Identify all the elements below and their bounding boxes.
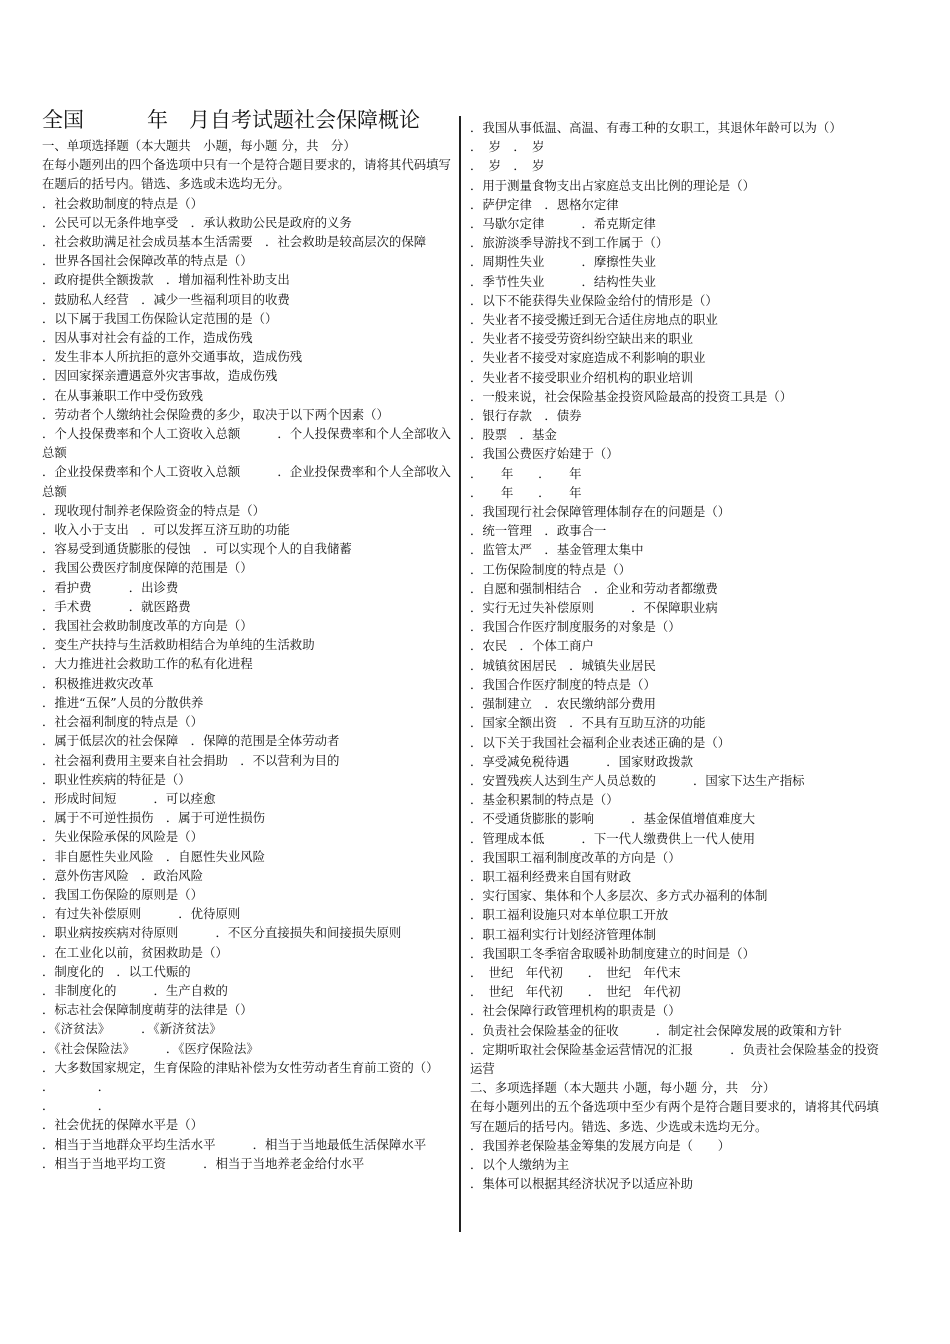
text-line: 一、单项选择题（本大题共 小题，每小题 分，共 分） <box>42 138 356 153</box>
text-line: ．我国公费医疗始建于（） <box>470 446 619 462</box>
text-line: ．萨伊定律 ．恩格尔定律 <box>470 196 619 212</box>
text-line: ．因从事对社会有益的工作，造成伤残 <box>42 330 253 346</box>
text-line: ．社会救助满足社会成员基本生活需要 ．社会救助是较高层次的保障 <box>42 234 427 250</box>
text-line: ．城镇贫困居民 ．城镇失业居民 <box>470 657 656 673</box>
text-line: ．职业病按疾病对待原则 ．不区分直接损失和间接损失原则 <box>42 925 402 941</box>
text-line: ．我国社会救助制度改革的方向是（） <box>42 618 253 634</box>
text-line: ．实行无过失补偿原则 ．不保障职业病 <box>470 600 718 616</box>
text-line: ．属于低层次的社会保障 ．保障的范围是全体劳动者 <box>42 733 340 749</box>
text-line: ．监管太严 ．基金管理太集中 <box>470 542 644 558</box>
text-line: ． 岁 ． 岁 <box>470 139 545 155</box>
text-line: ．管理成本低 ．下一代人缴费供上一代人使用 <box>470 830 755 846</box>
text-line: 在每小题列出的五个备选项中至少有两个是符合题目要求的，请将其代码填写在题后的括号内。错选、多选、少选或未选均无分。 <box>470 1099 879 1134</box>
text-line: ．实行国家、集体和个人多层次、多方式办福利的体制 <box>470 888 768 904</box>
text-line: ．以下不能获得失业保险金给付的情形是（） <box>470 292 718 308</box>
text-line: ．容易受到通货膨胀的侵蚀 ．可以实现个人的自我储蓄 <box>42 541 352 557</box>
text-line: ．手术费 ．就医路费 <box>42 598 191 614</box>
text-line: ．社会福利费用主要来自社会捐助 ．不以营利为目的 <box>42 752 340 768</box>
text-line: ．公民可以无条件地享受 ．承认救助公民是政府的义务 <box>42 214 352 230</box>
text-line: ．股票 ．基金 <box>470 427 557 443</box>
text-line: ．意外伤害风险 ．政治风险 <box>42 867 204 883</box>
text-line: ．安置残疾人达到生产人员总数的 ．国家下达生产指标 <box>470 772 805 788</box>
text-line: ．一般来说，社会保险基金投资风险最高的投资工具是（） <box>470 388 793 404</box>
text-line: ．因回家探亲遭遇意外灾害事故，造成伤残 <box>42 368 278 384</box>
text-line: 二、多项选择题（本大题共 小题，每小题 分，共 分） <box>470 1080 776 1096</box>
text-line: ．社会优抚的保障水平是（） <box>42 1117 204 1133</box>
text-line: ．我国合作医疗制度服务的对象是（） <box>470 619 681 635</box>
text-line: ．我国职工福利制度改革的方向是（） <box>470 849 681 865</box>
column-divider <box>459 116 461 1232</box>
text-line: ． ． <box>42 1078 111 1094</box>
text-line: ．鼓励私人经营 ．减少一些福利项目的收费 <box>42 291 290 307</box>
text-line: ．形成时间短 ．可以痊愈 <box>42 790 216 806</box>
text-line: ．制度化的 ．以工代赈的 <box>42 963 191 979</box>
text-line: ． ． <box>42 1098 111 1114</box>
text-line: ．有过失补偿原则 ．优待原则 <box>42 906 241 922</box>
text-line: ． 年 ． 年 <box>470 484 582 500</box>
text-line: ．推进“五保”人员的分散供养 <box>42 694 204 710</box>
text-line: ．我国养老保险基金筹集的发展方向是（ ） <box>470 1137 731 1153</box>
text-line: ．职工福利实行计划经济管理体制 <box>470 926 656 942</box>
text-line: ．失业者不接受劳资纠纷空缺出来的职业 <box>470 331 694 347</box>
text-line: ．大力推进社会救助工作的私有化进程 <box>42 656 253 672</box>
text-line: ．我国合作医疗制度的特点是（） <box>470 676 656 692</box>
text-line: ．非自愿性失业风险 ．自愿性失业风险 <box>42 848 266 864</box>
text-line: ．在工业化以前，贫困救助是（） <box>42 944 228 960</box>
text-line: ．职工福利设施只对本单位职工开放 <box>470 907 669 923</box>
text-line: ．周期性失业 ．摩擦性失业 <box>470 254 656 270</box>
text-line: ．在从事兼职工作中受伤致残 <box>42 387 204 403</box>
text-line: ．负责社会保险基金的征收 ．制定社会保障发展的政策和方针 <box>470 1022 842 1038</box>
text-line: ．社会救助制度的特点是（） <box>42 195 204 211</box>
text-line: ．职业性疾病的特征是（） <box>42 771 191 787</box>
left-question-list <box>42 136 456 1173</box>
text-line: ．定期听取社会保险基金运营情况的汇报 ．负责社会保险基金的投资运营 <box>470 1041 879 1076</box>
text-line: ．变生产扶持与生活救助相结合为单纯的生活救助 <box>42 637 315 653</box>
text-line: ．失业保险承保的风险是（） <box>42 829 204 845</box>
text-line: ．用于测量食物支出占家庭总支出比例的理论是（） <box>470 177 755 193</box>
text-line: ．失业者不接受搬迁到无合适住房地点的职业 <box>470 312 718 328</box>
text-line: ．失业者不接受对家庭造成不利影响的职业 <box>470 350 706 366</box>
text-line: ．个人投保费率和个人工资收入总额 ．个人投保费率和个人全部收入总额 <box>42 426 451 461</box>
text-line: ． 世纪 年代初 ． 世纪 年代末 <box>470 964 681 980</box>
text-line: ．以下属于我国工伤保险认定范围的是（） <box>42 310 278 326</box>
text-line: ．统一管理 ．政事合一 <box>470 523 607 539</box>
text-line: ．积极推进救灾改革 <box>42 675 154 691</box>
text-line: ．享受减免税待遇 ．国家财政拨款 <box>470 753 694 769</box>
text-line: ．社会保障行政管理机构的职责是（） <box>470 1003 681 1019</box>
text-line: ．职工福利经费来自国有财政 <box>470 868 632 884</box>
document-title: 全国 年 月自考试题社会保障概论 <box>42 108 420 132</box>
text-line: ．世界各国社会保障改革的特点是（） <box>42 253 253 269</box>
text-line: ．我国公费医疗制度保障的范围是（） <box>42 560 253 576</box>
text-line: ．收入小于支出 ．可以发挥互济互助的功能 <box>42 522 290 538</box>
text-line: ． 年 ． 年 <box>470 465 582 481</box>
text-line: ．基金积累制的特点是（） <box>470 792 619 808</box>
text-line: 在每小题列出的四个备选项中只有一个是符合题目要求的，请将其代码填写在题后的括号内。错选、多选或未选均无分。 <box>42 157 451 192</box>
text-line: ． 世纪 年代初 ． 世纪 年代初 <box>470 984 681 1000</box>
text-line: ．集体可以根据其经济状况予以适应补助 <box>470 1176 694 1192</box>
text-line: ．劳动者个人缴纳社会保险费的多少，取决于以下两个因素（） <box>42 406 389 422</box>
text-line: ．相当于当地群众平均生活水平 ．相当于当地最低生活保障水平 <box>42 1136 427 1152</box>
text-line: ．我国职工冬季宿舍取暖补助制度建立的时间是（） <box>470 945 755 961</box>
text-line: ．属于不可逆性损伤 ．属于可逆性损伤 <box>42 810 266 826</box>
text-line: ． 岁 ． 岁 <box>470 158 545 174</box>
text-line: ．企业投保费率和个人工资收入总额 ．企业投保费率和个人全部收入总额 <box>42 464 451 499</box>
text-line: ．银行存款 ．债券 <box>470 408 582 424</box>
text-line: ．不受通货膨胀的影响 ．基金保值增值难度大 <box>470 811 755 827</box>
text-line: ．标志社会保障制度萌芽的法律是（） <box>42 1002 253 1018</box>
text-line: ．现收现付制养老保险资金的特点是（） <box>42 502 266 518</box>
text-line: ．我国从事低温、高温、有毒工种的女职工，其退休年龄可以为（） <box>470 120 842 135</box>
text-line: ．以下关于我国社会福利企业表述正确的是（） <box>470 734 731 750</box>
right-question-list <box>470 118 886 1193</box>
text-line: ．大多数国家规定，生育保险的津贴补偿为女性劳动者生育前工资的（） <box>42 1059 439 1075</box>
text-line: ．季节性失业 ．结构性失业 <box>470 273 656 289</box>
text-line: ．看护费 ．出诊费 <box>42 579 179 595</box>
left-column <box>42 108 456 1173</box>
text-line: ．农民 ．个体工商户 <box>470 638 594 654</box>
text-line: ．政府提供全额拨款 ．增加福利性补助支出 <box>42 272 290 288</box>
text-line: ．社会福利制度的特点是（） <box>42 714 204 730</box>
text-line: ．我国现行社会保障管理体制存在的问题是（） <box>470 504 731 520</box>
text-line: ．自愿和强制相结合 ．企业和劳动者都缴费 <box>470 580 718 596</box>
text-line: ．国家全额出资 ．不具有互助互济的功能 <box>470 715 706 731</box>
text-line: ．相当于当地平均工资 ．相当于当地养老金给付水平 <box>42 1155 365 1171</box>
right-column <box>470 118 886 1193</box>
text-line: ．《济贫法》 ．《新济贫法》 <box>42 1021 222 1037</box>
text-line: ．以个人缴纳为主 <box>470 1156 570 1172</box>
text-line: ．失业者不接受职业介绍机构的职业培训 <box>470 369 694 385</box>
text-line: ．发生非本人所抗拒的意外交通事故，造成伤残 <box>42 349 303 365</box>
text-line: ．非制度化的 ．生产自救的 <box>42 982 228 998</box>
text-line: ．旅游淡季导游找不到工作属于（） <box>470 235 669 251</box>
text-line: ．工伤保险制度的特点是（） <box>470 561 632 577</box>
text-line: ．《社会保险法》 ．《医疗保险法》 <box>42 1040 259 1056</box>
text-line: ．马歇尔定律 ．希克斯定律 <box>470 216 656 232</box>
text-line: ．我国工伤保险的原则是（） <box>42 886 204 902</box>
text-line: ．强制建立 ．农民缴纳部分费用 <box>470 696 656 712</box>
